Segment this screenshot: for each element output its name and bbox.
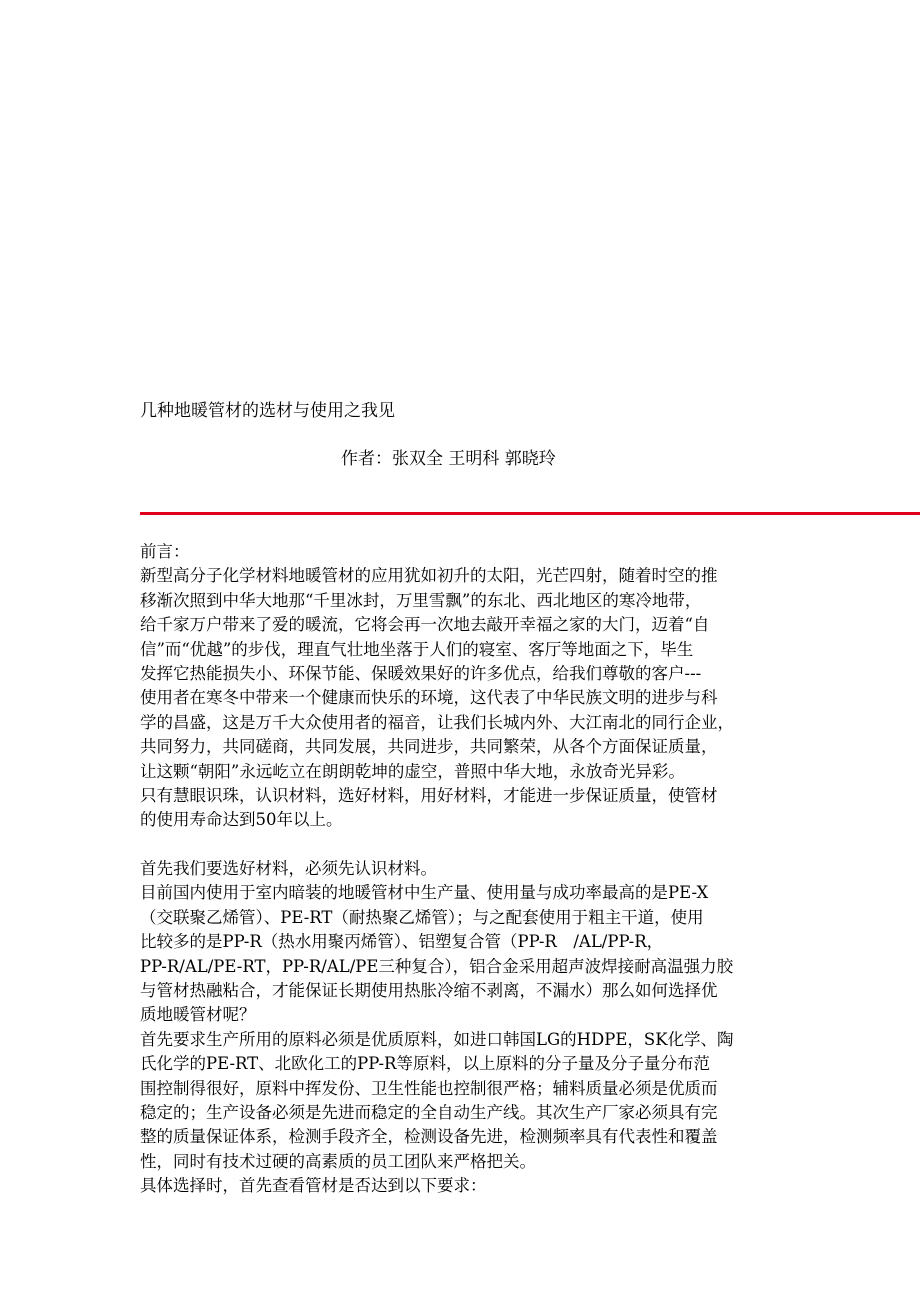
section-line: 目前国内使用于室内暗装的地暖管材中生产量、使用量与成功率最高的是PE-X [140,883,709,903]
preface-line: 共同努力，共同磋商，共同发展，共同进步，共同繁荣，从各个方面保证质量， [140,737,718,757]
preface-line: 移渐次照到中华大地那“千里冰封，万里雪飘”的东北、西北地区的寒冷地带， [140,590,702,610]
preface-line: 新型高分子化学材料地暖管材的应用犹如初升的太阳，光芒四射，随着时空的推 [140,566,718,586]
document-title: 几种地暖管材的选材与使用之我见 [140,401,395,421]
section-line: 与管材热融粘合，才能保证长期使用热胀冷缩不剥离，不漏水）那么如何选择优 [140,981,718,1001]
authors-line: 作者：张双全 王明科 郭晓玲 [341,449,556,469]
preface-line: 的使用寿命达到50年以上。 [140,810,343,830]
section-line: 围控制得很好，原料中挥发份、卫生性能也控制很严格；辅料质量必须是优质而 [140,1078,718,1098]
section-line: 首先要求生产所用的原料必须是优质原料，如进口韩国LG的HDPE，SK化学、陶 [140,1029,734,1049]
section-line: 首先我们要选好材料，必须先认识材料。 [140,859,437,879]
section-line: 稳定的；生产设备必须是先进而稳定的全自动生产线。其次生产厂家必须具有完 [140,1102,718,1122]
section-line: 氏化学的PE-RT、北欧化工的PP-R等原料，以上原料的分子量及分子量分布范 [140,1054,710,1074]
section-line: （交联聚乙烯管）、PE-RT（耐热聚乙烯管）；与之配套使用于粗主干道，使用 [140,907,704,927]
section-line: 质地暖管材呢？ [140,1005,256,1025]
section-line: 性，同时有技术过硬的高素质的员工团队来严格把关。 [140,1151,536,1171]
preface-line: 使用者在寒冬中带来一个健康而快乐的环境，这代表了中华民族文明的进步与科 [140,688,718,708]
preface-line: 学的昌盛，这是万千大众使用者的福音，让我们长城内外、大江南北的同行企业， [140,712,734,732]
preface-heading: 前言： [140,542,190,561]
preface-line: 给千家万户带来了爱的暖流，它将会再一次地去敲开幸福之家的大门，迈着“自 [140,615,710,635]
preface-line: 只有慧眼识珠，认识材料，选好材料，用好材料，才能进一步保证质量，使管材 [140,785,718,805]
document-body [140,540,780,1199]
section-line: PP-R/AL/PE-RT，PP-R/AL/PE三种复合），铝合金采用超声波焊接耐高温强力胶 [140,956,734,976]
section-line: 整的质量保证体系，检测手段齐全，检测设备先进，检测频率具有代表性和覆盖 [140,1127,718,1147]
header-divider [140,512,920,515]
preface-line: 发挥它热能损失小、环保节能、保暖效果好的许多优点，给我们尊敬的客户--- [140,663,702,683]
preface-line: 让这颗“朝阳”永远屹立在朗朗乾坤的虚空，普照中华大地，永放奇光异彩。 [140,761,685,781]
section-line: 具体选择时，首先查看管材是否达到以下要求： [140,1176,487,1196]
section-line: 比较多的是PP-R（热水用聚丙烯管）、铝塑复合管（PP-R /AL/PP-R， [140,932,664,952]
preface-line: 信”而“优越”的步伐，理直气壮地坐落于人们的寝室、客厅等地面之下，毕生 [140,639,694,659]
paragraph-gap [140,833,780,857]
